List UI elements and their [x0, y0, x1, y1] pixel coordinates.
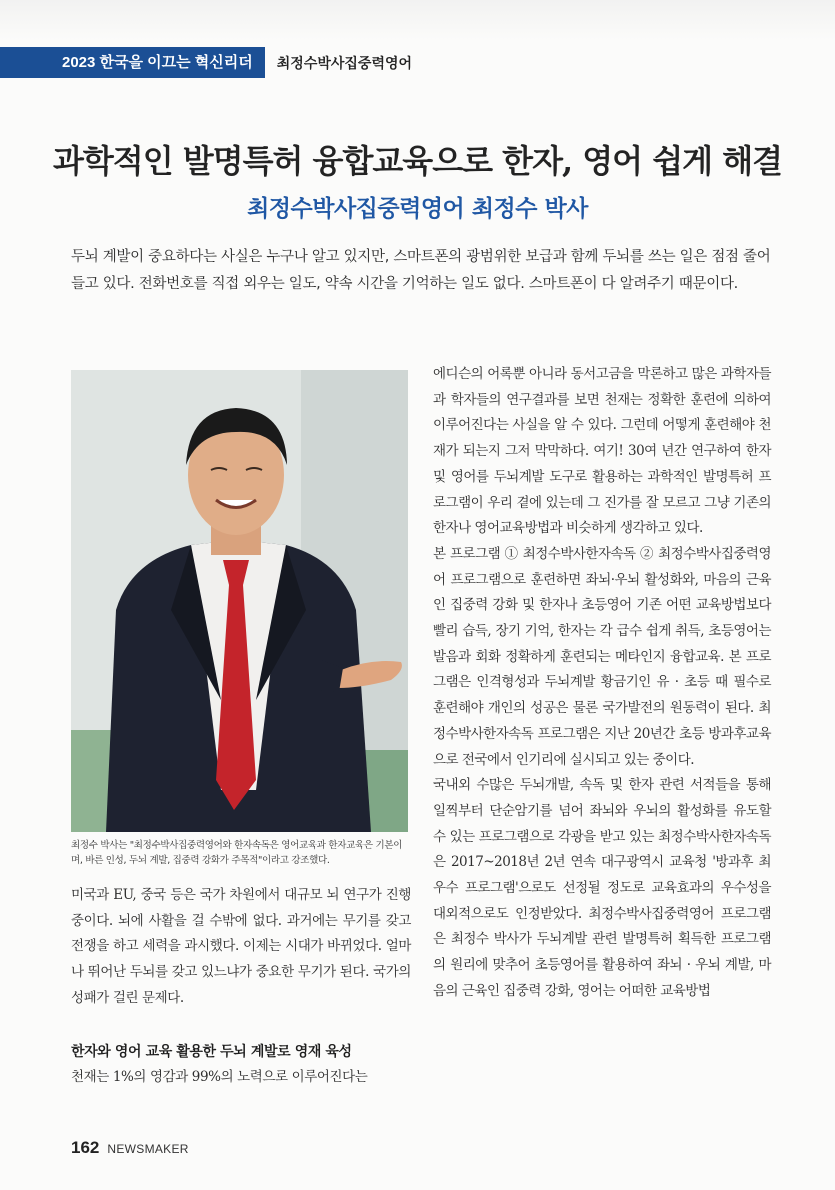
- section-tag: 2023 한국을 이끄는 혁신리더: [0, 47, 265, 78]
- portrait-photo: [71, 370, 408, 832]
- photo-caption: 최정수 박사는 "최정수박사집중력영어와 한자속독은 영어교육과 한자교육은 기본이며, 바른 인성, 두뇌 계발, 집중력 강화가 주목적"이라고 강조했다.: [71, 840, 403, 866]
- left-column-paragraph: 미국과 EU, 중국 등은 국가 차원에서 대규모 뇌 연구가 진행 중이다. 뇌에 사활을 걸 수밖에 없다. 과거에는 무기를 갖고 전쟁을 하고 세력을 과시했다. 이제는 시대가 바뀌었다. 얼마나 뛰어난 두뇌를 갖고 있느냐가 중요한 무기가 된다. 국가의 성패가 걸린 문제다.: [71, 887, 411, 1006]
- left-column-paragraph-2: 천재는 1%의 영감과 99%의 노력으로 이루어진다는: [71, 1069, 368, 1085]
- right-paragraph-1: 에디슨의 어록뿐 아니라 동서고금을 막론하고 많은 과학자들과 학자들의 연구결과를 보면 천재는 정확한 훈련에 의하여 이루어진다는 사실을 알 수 있다. 그런데 어떻게 훈련해야 천재가 되는지 그저 막막하다. 여기! 30여 년간 연구하여 한자 및 영어를 두뇌계발 도구로 활용하는 과학적인 발명특허 프로그램이 우리 곁에 있는데 그 진가를 잘 모르고 그냥 기존의 한자나 영어교육방법과 비슷하게 생각하고 있다.: [433, 366, 771, 537]
- right-column: [433, 362, 771, 1005]
- section-heading: 한자와 영어 교육 활용한 두뇌 계발로 영재 육성: [71, 1044, 352, 1060]
- right-paragraph-3: 국내외 수많은 두뇌개발, 속독 및 한자 관련 서적들을 통해 일찍부터 단순암기를 넘어 좌뇌와 우뇌의 활성화를 유도할 수 있는 프로그램으로 각광을 받고 있는 최정수박사한자속독은 2017~2018년 2년 연속 대구광역시 교육청 '방과후 최우수 프로그램'으로도 선정될 정도로 교육효과의 우수성을 대외적으로도 인정받았다. 최정수박사집중력영어 프로그램은 최정수 박사가 두뇌계발 관련 발명특허 획득한 프로그램의 원리에 맞추어 초등영어를 활용하여 좌뇌 · 우뇌 계발, 마음의 근육인 집중력 강화, 영어는 어떠한 교육방법: [433, 777, 771, 999]
- section-subtitle: 최정수박사집중력영어: [276, 54, 413, 71]
- article-lead: 두뇌 계발이 중요하다는 사실은 누구나 알고 있지만, 스마트폰의 광범위한 보급과 함께 두뇌를 쓰는 일은 점점 줄어들고 있다. 전화번호를 직접 외우는 일도, 약속 시간을 기억하는 일도 없다. 스마트폰이 다 알려주기 때문이다.: [71, 249, 771, 292]
- page-footer: [71, 1138, 189, 1158]
- page-number: 162: [71, 1138, 100, 1157]
- article-subtitle: 최정수박사집중력영어 최정수 박사: [247, 196, 588, 222]
- right-paragraph-2: 본 프로그램 ① 최정수박사한자속독 ② 최정수박사집중력영어 프로그램으로 훈련하면 좌뇌·우뇌 활성화와, 마음의 근육인 집중력 강화 및 한자나 초등영어 기존 어떤 교육방법보다 빨리 습득, 장기 기억, 한자는 각 급수 쉽게 취득, 초등영어는 발음과 회화 정확하게 훈련되는 메타인지 융합교육. 본 프로그램은 인격형성과 두뇌계발 황금기인 유 · 초등 때 필수로 훈련해야 개인의 성공은 물론 국가발전의 원동력이 된다. 최정수박사한자속독 프로그램은 지난 20년간 초등 방과후교육으로 전국에서 인기리에 실시되고 있는 중이다.: [433, 545, 771, 768]
- portrait-illustration: [71, 370, 408, 832]
- section-header: [0, 47, 412, 78]
- article-title: 과학적인 발명특허 융합교육으로 한자, 영어 쉽게 해결: [52, 142, 783, 180]
- magazine-name: NEWSMAKER: [107, 1142, 189, 1156]
- top-margin-band: [0, 0, 835, 40]
